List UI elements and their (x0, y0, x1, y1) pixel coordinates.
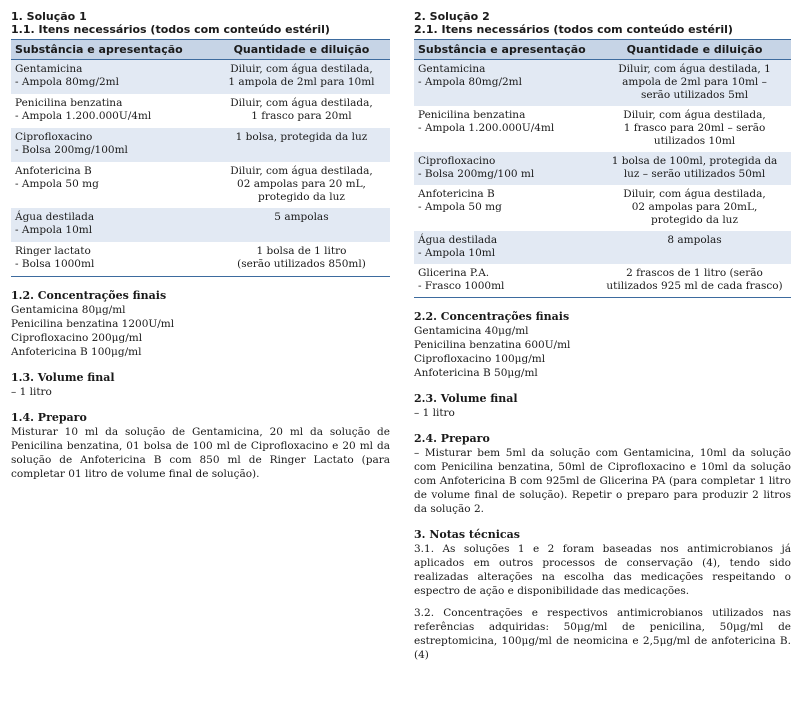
substance-name: Gentamicina (15, 63, 83, 75)
solution-2-volume: – 1 litro (414, 407, 455, 419)
solution-1-volume: – 1 litro (11, 386, 52, 398)
quantity-line: 1 bolsa de 100ml, protegida da (611, 155, 778, 167)
concentration-item: Penicilina benzatina 1200U/ml (11, 318, 175, 330)
quantity-line: 8 ampolas (667, 234, 722, 246)
substance-cell (11, 94, 213, 128)
quantity-line: protegido da luz (651, 214, 738, 226)
quantity-line: 5 ampolas (274, 211, 329, 223)
substance-cell (11, 60, 213, 95)
quantity-line: Diluir, com água destilada, (230, 63, 373, 75)
concentration-item: Gentamicina 40μg/ml (414, 325, 529, 337)
solution-1-concentrations-list (11, 303, 390, 359)
quantity-cell (213, 94, 390, 128)
table-row (11, 208, 390, 242)
table-row (414, 60, 791, 107)
quantity-cell (598, 60, 791, 107)
substance-cell (414, 264, 598, 298)
concentration-item: Ciprofloxacino 200μg/ml (11, 332, 143, 344)
substance-presentation: - Ampola 50 mg (15, 178, 99, 190)
quantity-line: 02 ampolas para 20mL, (631, 201, 758, 213)
substance-name: Anfotericina B (15, 165, 92, 177)
substance-cell (11, 208, 213, 242)
substance-presentation: - Ampola 1.200.000U/4ml (15, 110, 152, 122)
quantity-line: protegido da luz (257, 191, 345, 203)
quantity-cell (213, 60, 390, 95)
solution-2-column (414, 10, 791, 662)
solution-2-prep-heading: 2.4. Preparo (414, 432, 490, 445)
substance-presentation: - Bolsa 200mg/100 ml (418, 168, 535, 180)
solution-1-concentrations-heading: 1.2. Concentrações finais (11, 289, 167, 302)
solution-1-table (11, 39, 390, 277)
substance-name: Gentamicina (418, 63, 486, 75)
substance-presentation: - Ampola 80mg/2ml (15, 76, 119, 88)
solution-1-column (11, 10, 390, 481)
quantity-cell (213, 242, 390, 277)
concentration-item: Gentamicina 80μg/ml (11, 304, 126, 316)
column-header-quantity: Quantidade e diluição (598, 40, 791, 60)
quantity-cell (598, 152, 791, 185)
substance-cell (11, 162, 213, 208)
table-row (11, 60, 390, 95)
substance-name: Ciprofloxacino (15, 131, 93, 143)
substance-cell (414, 106, 598, 152)
solution-1-prep-text: Misturar 10 ml da solução de Gentamicina, 20 ml da solução de Penicilina benzatina, 01 bolsa de 100 ml de Ciprofloxacino e 20 ml da solução de Anfotericina B com 850 ml de Ringer Lactato (para completar 01 litro de volume final de solução). (11, 426, 390, 480)
quantity-line: Diluir, com água destilada, (623, 109, 766, 121)
substance-presentation: - Ampola 10ml (15, 224, 93, 236)
substance-cell (414, 185, 598, 231)
substance-cell (11, 242, 213, 277)
table-row (414, 106, 791, 152)
substance-cell (414, 231, 598, 264)
quantity-line: Diluir, com água destilada, 1 (618, 63, 771, 75)
quantity-line: 1 bolsa de 1 litro (256, 245, 347, 257)
substance-presentation: - Ampola 80mg/2ml (418, 76, 522, 88)
quantity-line: Diluir, com água destilada, (230, 97, 373, 109)
solution-2-title: 2. Solução 2 (414, 10, 490, 23)
substance-cell (414, 152, 598, 185)
table-row (414, 264, 791, 298)
substance-name: Anfotericina B (418, 188, 495, 200)
table-row (414, 152, 791, 185)
substance-name: Ciprofloxacino (418, 155, 496, 167)
solution-2-table (414, 39, 791, 298)
substance-presentation: - Ampola 10ml (418, 247, 496, 259)
solution-2-volume-heading: 2.3. Volume final (414, 392, 518, 405)
quantity-line: Diluir, com água destilada, (623, 188, 766, 200)
substance-presentation: - Bolsa 200mg/100ml (15, 144, 128, 156)
solution-2-items-heading: 2.1. Itens necessários (todos com conteúdo estéril) (414, 23, 733, 36)
substance-name: Água destilada (15, 211, 95, 223)
quantity-line: utilizados 925 ml de cada frasco) (606, 280, 783, 292)
substance-presentation: - Ampola 50 mg (418, 201, 502, 213)
technical-note-1: 3.1. As soluções 1 e 2 foram baseadas nos antimicrobianos já aplicados em outros processos de conservação (4), tendo sido realizadas alterações na escolha das medicações respeitando o espectro de ação e disponibilidade das medicações. (414, 543, 791, 597)
solution-2-concentrations-list (414, 324, 791, 380)
quantity-line: 1 frasco para 20ml (251, 110, 352, 122)
quantity-line: 2 frascos de 1 litro (serão (626, 267, 763, 279)
concentration-item: Anfotericina B 50μg/ml (414, 367, 538, 379)
quantity-line: Diluir, com água destilada, (230, 165, 373, 177)
substance-name: Penicilina benzatina (15, 97, 123, 109)
quantity-line: ampola de 2ml para 10ml – (622, 76, 767, 88)
quantity-line: 1 bolsa, protegida da luz (235, 131, 368, 143)
quantity-cell (598, 231, 791, 264)
table-row (11, 128, 390, 162)
substance-presentation: - Ampola 1.200.000U/4ml (418, 122, 555, 134)
column-header-quantity: Quantidade e diluição (213, 40, 390, 60)
table-row (414, 231, 791, 264)
solution-1-volume-heading: 1.3. Volume final (11, 371, 115, 384)
quantity-line: (serão utilizados 850ml) (237, 258, 366, 270)
column-header-substance: Substância e apresentação (11, 40, 213, 60)
column-header-substance: Substância e apresentação (414, 40, 598, 60)
quantity-cell (598, 106, 791, 152)
technical-note-2: 3.2. Concentrações e respectivos antimicrobianos utilizados nas referências adquiridas: 50μg/ml de penicilina, 50μg/ml de estreptomicina, 100μg/ml de neomicina e 2,5μg/ml de anfotericina B. (4) (414, 607, 791, 661)
table-row (11, 162, 390, 208)
quantity-cell (598, 185, 791, 231)
solution-1-title: 1. Solução 1 (11, 10, 87, 23)
concentration-item: Penicilina benzatina 600U/ml (414, 339, 571, 351)
substance-cell (414, 60, 598, 107)
technical-notes-heading: 3. Notas técnicas (414, 528, 520, 541)
substance-presentation: - Frasco 1000ml (418, 280, 505, 292)
quantity-line: serão utilizados 5ml (640, 89, 749, 101)
quantity-line: utilizados 10ml (653, 135, 736, 147)
quantity-cell (598, 264, 791, 298)
quantity-line: 1 frasco para 20ml – serão (623, 122, 766, 134)
substance-cell (11, 128, 213, 162)
quantity-cell (213, 128, 390, 162)
concentration-item: Anfotericina B 100μg/ml (11, 346, 142, 358)
solution-1-items-heading: 1.1. Itens necessários (todos com conteúdo estéril) (11, 23, 330, 36)
solution-2-prep-text: – Misturar bem 5ml da solução com Gentamicina, 10ml da solução com Penicilina benzatina, 50ml de Ciprofloxacino e 10ml da solução com Anfotericina B com 925ml de Glicerina PA (para completar 1 litro de volume final de solução). Repetir o preparo para produzir 2 litros da solução 2. (414, 447, 791, 515)
substance-presentation: - Bolsa 1000ml (15, 258, 95, 270)
solution-1-prep-heading: 1.4. Preparo (11, 411, 87, 424)
solution-2-concentrations-heading: 2.2. Concentrações finais (414, 310, 570, 323)
table-row (414, 185, 791, 231)
substance-name: Glicerina P.A. (418, 267, 490, 279)
table-row (11, 242, 390, 277)
table-row (11, 94, 390, 128)
quantity-line: 1 ampola de 2ml para 10ml (228, 76, 375, 88)
substance-name: Penicilina benzatina (418, 109, 526, 121)
concentration-item: Ciprofloxacino 100μg/ml (414, 353, 546, 365)
quantity-cell (213, 208, 390, 242)
quantity-line: luz – serão utilizados 50ml (623, 168, 766, 180)
substance-name: Água destilada (418, 234, 498, 246)
quantity-line: 02 ampolas para 20 mL, (237, 178, 366, 190)
quantity-cell (213, 162, 390, 208)
substance-name: Ringer lactato (15, 245, 91, 257)
